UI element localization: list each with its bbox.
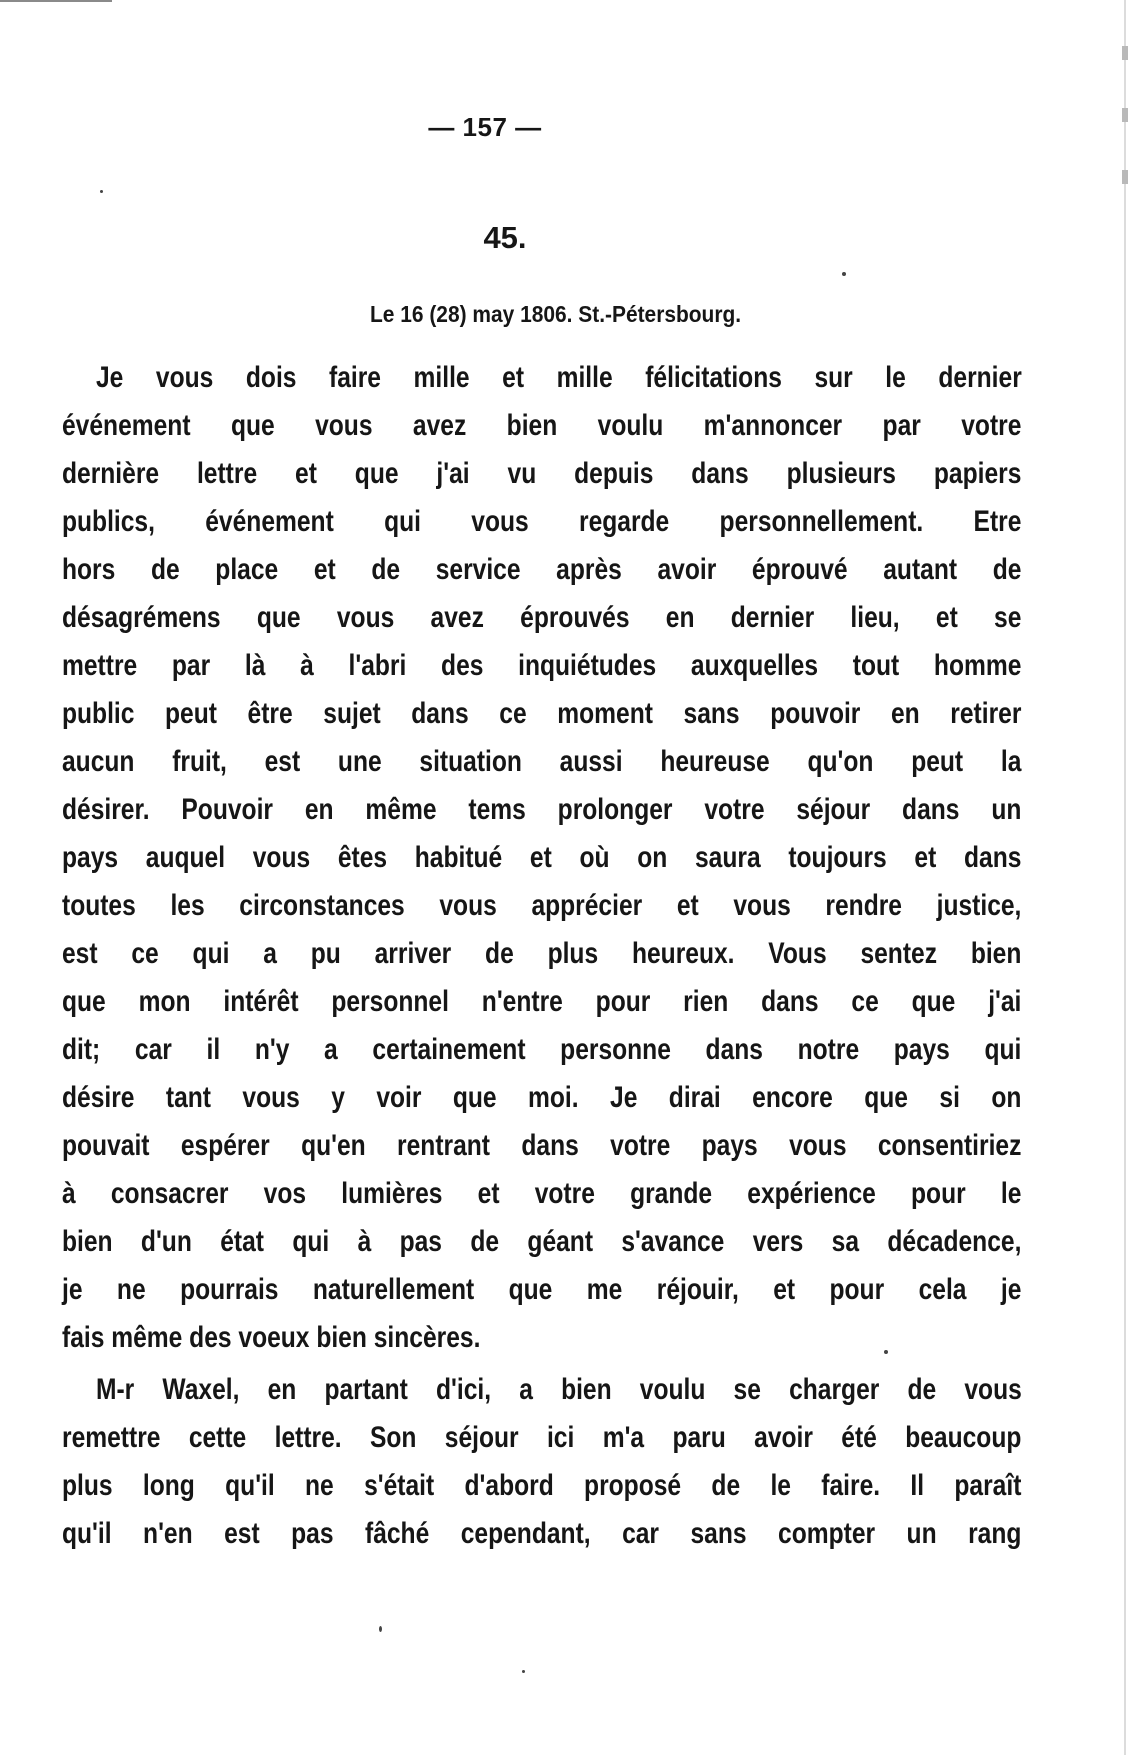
- body-line: Je vous dois faire mille et mille félicitations sur le dernier: [96, 361, 1022, 394]
- body-line: hors de place et de service après avoir éprouvé autant de: [62, 553, 1022, 586]
- print-speck: [884, 1350, 888, 1354]
- top-edge-rule: [0, 0, 112, 2]
- print-speck: [100, 190, 103, 193]
- body-line: dit; car il n'y a certainement personne dans notre pays qui: [62, 1033, 1022, 1066]
- edge-mark: [1122, 108, 1128, 122]
- body-line: plus long qu'il ne s'était d'abord proposé de le faire. Il paraît: [62, 1469, 1022, 1502]
- edge-mark: [1122, 170, 1128, 184]
- body-line: qu'il n'en est pas fâché cependant, car sans compter un rang: [62, 1517, 1022, 1550]
- body-line: que mon intérêt personnel n'entre pour rien dans ce que j'ai: [62, 985, 1022, 1018]
- body-line: bien d'un état qui à pas de géant s'avance vers sa décadence,: [62, 1225, 1022, 1258]
- print-speck: [842, 272, 846, 276]
- body-line: aucun fruit, est une situation aussi heureuse qu'on peut la: [62, 745, 1022, 778]
- letter-number: 45.: [483, 220, 527, 255]
- body-line: toutes les circonstances vous apprécier et vous rendre justice,: [62, 889, 1022, 922]
- body-line: pouvait espérer qu'en rentrant dans votre pays vous consentiriez: [62, 1129, 1022, 1162]
- print-speck: [522, 1670, 525, 1673]
- letter-dateline: Le 16 (28) may 1806. St.-Pétersbourg.: [370, 301, 742, 327]
- body-line: publics, événement qui vous regarde personnellement. Etre: [62, 505, 1022, 538]
- body-line: public peut être sujet dans ce moment sans pouvoir en retirer: [62, 697, 1022, 730]
- edge-mark: [1122, 46, 1128, 60]
- body-line: mettre par là à l'abri des inquiétudes auxquelles tout homme: [62, 649, 1022, 682]
- body-line: M-r Waxel, en partant d'ici, a bien voulu se charger de vous: [96, 1373, 1022, 1406]
- body-line-paragraph-end: fais même des voeux bien sincères.: [62, 1321, 481, 1354]
- body-line: je ne pourrais naturellement que me réjouir, et pour cela je: [62, 1273, 1022, 1306]
- body-line: événement que vous avez bien voulu m'annoncer par votre: [62, 409, 1022, 442]
- page-number: — 157 —: [428, 112, 542, 142]
- body-line: désagrémens que vous avez éprouvés en dernier lieu, et se: [62, 601, 1022, 634]
- print-speck: [379, 1626, 382, 1632]
- body-line: désirer. Pouvoir en même tems prolonger votre séjour dans un: [62, 793, 1022, 826]
- body-line: dernière lettre et que j'ai vu depuis dans plusieurs papiers: [62, 457, 1022, 490]
- page-edge-line: [1124, 0, 1126, 1755]
- body-line: pays auquel vous êtes habitué et où on saura toujours et dans: [62, 841, 1022, 874]
- body-line: désire tant vous y voir que moi. Je dirai encore que si on: [62, 1081, 1022, 1114]
- body-line: est ce qui a pu arriver de plus heureux. Vous sentez bien: [62, 937, 1022, 970]
- body-line: à consacrer vos lumières et votre grande expérience pour le: [62, 1177, 1022, 1210]
- body-line: remettre cette lettre. Son séjour ici m'a paru avoir été beaucoup: [62, 1421, 1022, 1454]
